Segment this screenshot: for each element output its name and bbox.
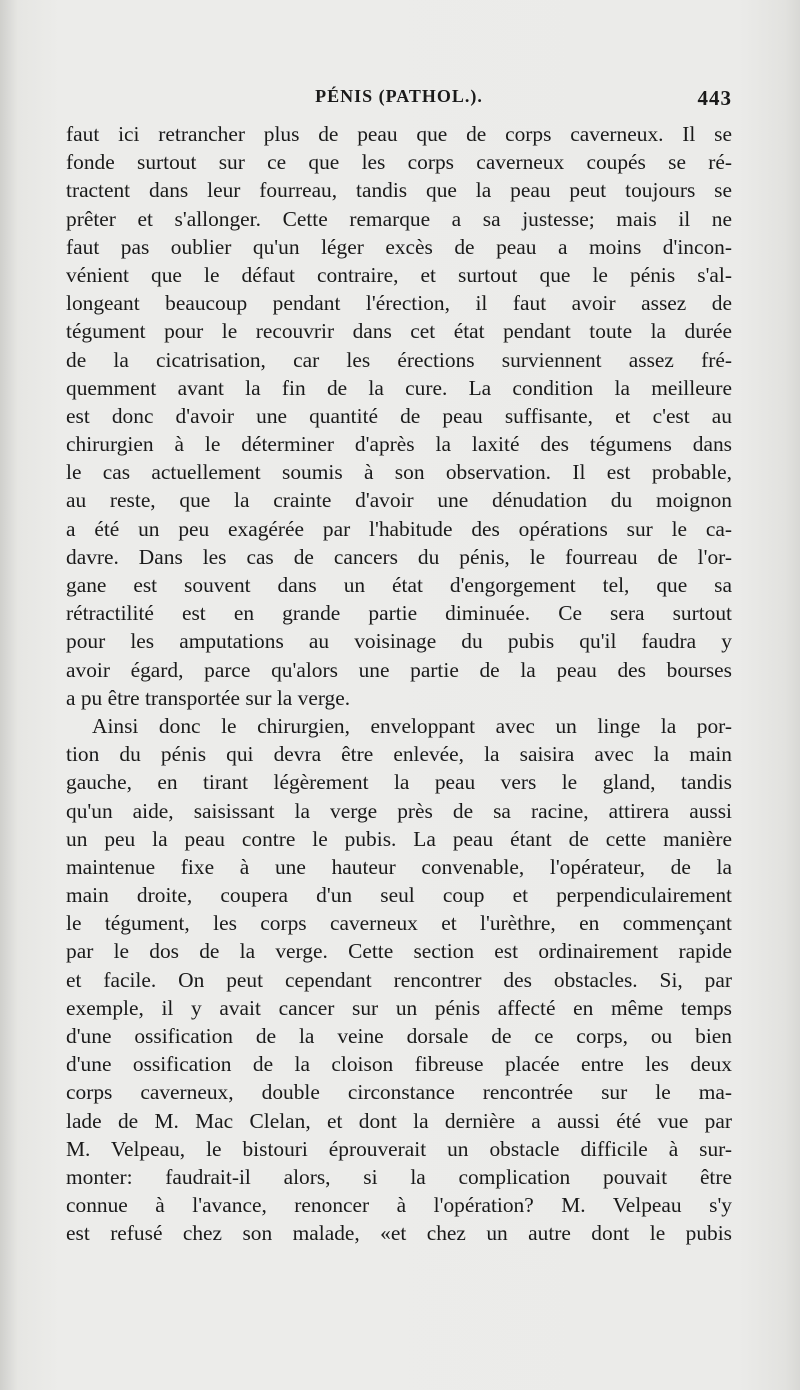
text-line: faut ici retrancher plus de peau que de corps caverneux. Il se: [66, 122, 732, 146]
text-line: au reste, que la crainte d'avoir une dénudation du moignon: [66, 488, 732, 513]
text-line: connue à l'avance, renoncer à l'opération? M. Velpeau s'y: [66, 1193, 732, 1218]
text-line: a été un peu exagérée par l'habitude des opérations sur le ca-: [66, 516, 732, 541]
text-line: Ainsi donc le chirurgien, enveloppant avec un linge la por-: [92, 713, 732, 738]
text-line: par le dos de la verge. Cette section est ordinairement rapide: [66, 939, 732, 964]
text-line: lade de M. Mac Clelan, et dont la dernière a aussi été vue par: [66, 1108, 732, 1133]
body-text: [66, 120, 732, 1248]
text-line: qu'un aide, saisissant la verge près de sa racine, attirera aussi: [66, 798, 732, 823]
paragraph: [66, 120, 732, 712]
paragraph: [66, 712, 732, 1248]
text-line: prêter et s'allonger. Cette remarque a sa justesse; mais il ne: [66, 206, 732, 231]
text-line: tion du pénis qui devra être enlevée, la saisira avec la main: [66, 742, 732, 767]
text-line: gauche, en tirant légèrement la peau vers le gland, tandis: [66, 770, 732, 795]
text-line: tégument pour le recouvrir dans cet état pendant toute la durée: [66, 319, 732, 344]
text-line: main droite, coupera d'un seul coup et perpendiculairement: [66, 883, 732, 908]
text-line: vénient que le défaut contraire, et surtout que le pénis s'al-: [66, 262, 732, 287]
text-line: exemple, il y avait cancer sur un pénis affecté en même temps: [66, 995, 732, 1020]
text-line: le tégument, les corps caverneux et l'urèthre, en commençant: [66, 911, 732, 936]
text-line: d'une ossification de la cloison fibreuse placée entre les deux: [66, 1052, 732, 1077]
text-line: chirurgien à le déterminer d'après la laxité des tégumens dans: [66, 432, 732, 457]
text-line: et facile. On peut cependant rencontrer des obstacles. Si, par: [66, 967, 732, 992]
text-line: avoir égard, parce qu'alors une partie de la peau des bourses: [66, 657, 732, 682]
text-line: est donc d'avoir une quantité de peau suffisante, et c'est au: [66, 403, 732, 428]
running-head: PÉNIS (PATHOL.).: [315, 86, 483, 106]
text-line: d'une ossification de la veine dorsale de ce corps, ou bien: [66, 1024, 732, 1048]
text-line: longeant beaucoup pendant l'érection, il faut avoir assez de: [66, 291, 732, 316]
text-line: rétractilité est en grande partie diminuée. Ce sera surtout: [66, 601, 732, 626]
text-line: M. Velpeau, le bistouri éprouverait un obstacle difficile à sur-: [66, 1136, 732, 1161]
page-number: 443: [697, 86, 732, 110]
text-line: faut pas oublier qu'un léger excès de peau a moins d'incon-: [66, 234, 732, 259]
text-line: le cas actuellement soumis à son observation. Il est probable,: [66, 460, 732, 485]
text-line: davre. Dans les cas de cancers du pénis, le fourreau de l'or-: [66, 544, 732, 569]
text-line: corps caverneux, double circonstance rencontrée sur le ma-: [66, 1080, 732, 1105]
text-line: un peu la peau contre le pubis. La peau étant de cette manière: [66, 826, 732, 851]
text-line: quemment avant la fin de la cure. La condition la meilleure: [66, 375, 732, 400]
text-line: est refusé chez son malade, «et chez un autre dont le pubis: [66, 1221, 732, 1246]
text-line: fonde surtout sur ce que les corps caverneux coupés se ré-: [66, 150, 732, 175]
text-line: gane est souvent dans un état d'engorgement tel, que sa: [66, 573, 732, 597]
text-line: a pu être transportée sur la verge.: [66, 685, 351, 710]
text-line: pour les amputations au voisinage du pubis qu'il faudra y: [66, 629, 732, 654]
page-header: [66, 86, 732, 116]
text-line: tractent dans leur fourreau, tandis que la peau peut toujours se: [66, 178, 732, 203]
text-line: maintenue fixe à une hauteur convenable, l'opérateur, de la: [66, 854, 732, 879]
text-line: monter: faudrait-il alors, si la complication pouvait être: [66, 1164, 732, 1189]
text-line: de la cicatrisation, car les érections surviennent assez fré-: [66, 347, 732, 372]
